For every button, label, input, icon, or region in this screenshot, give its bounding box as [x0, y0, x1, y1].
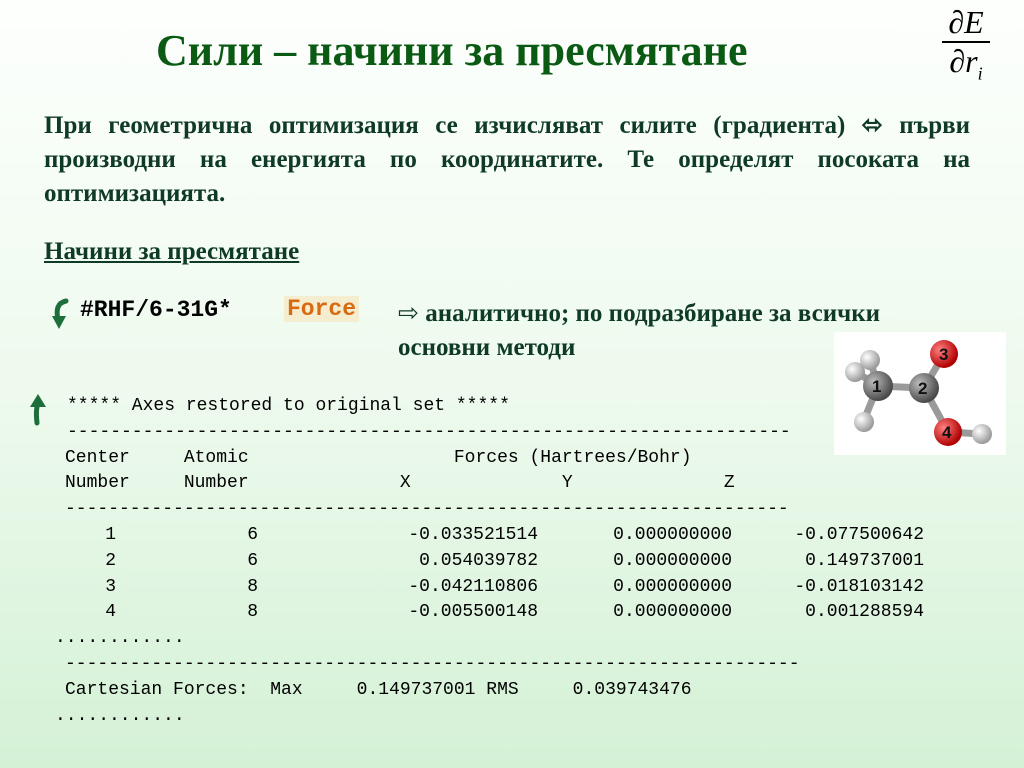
force-row: [52, 549, 924, 575]
atomic-number: 8: [247, 602, 258, 623]
table-header-row-1: Center Atomic Forces (Hartrees/Bohr): [65, 447, 692, 468]
atom-label: 4: [942, 423, 952, 442]
force-y: 0.000000000: [613, 524, 732, 545]
axes-banner: ***** Axes restored to original set *****: [67, 396, 510, 416]
hydrogen-atom: [972, 424, 992, 444]
center-number: 2: [105, 550, 116, 571]
force-row: [52, 523, 924, 549]
separator-line: -------------------------------------------------------------------: [65, 499, 789, 520]
formula-denominator-base: ∂r: [949, 43, 978, 79]
analytic-note-text: аналитично; по подразбиране за всички основни методи: [398, 300, 881, 361]
formula-numerator: ∂E: [948, 4, 984, 40]
table-header-row-2: Number Number X Y Z: [65, 473, 735, 494]
separator-line: --------------------------------------------------------------------: [65, 653, 800, 674]
center-number: 3: [105, 576, 116, 597]
force-y: 0.000000000: [613, 576, 732, 597]
center-number: 1: [105, 524, 116, 545]
force-z: 0.001288594: [805, 602, 924, 623]
methods-subheading: Начини за пресмятане: [44, 238, 300, 265]
separator-line: -------------------------------------------------------------------: [67, 421, 791, 442]
force-z: 0.149737001: [805, 550, 924, 571]
force-z: -0.018103142: [794, 576, 924, 597]
center-number: 4: [105, 602, 116, 623]
force-x: 0.054039782: [419, 550, 538, 571]
force-x: -0.042110806: [408, 576, 538, 597]
force-row: [52, 575, 924, 601]
curved-arrow-up-icon: [26, 392, 52, 426]
slide-title: Сили – начини за пресмятане: [156, 26, 748, 75]
force-keyword: Force: [284, 296, 359, 322]
curved-arrow-down-icon: [49, 298, 75, 332]
force-x: -0.033521514: [408, 524, 538, 545]
atom-label: 3: [939, 345, 949, 364]
intro-paragraph: При геометрична оптимизация се изчисляват силите (градиента) ⬄ първи производни на енергията по координатите. Те определят посоката на оптимизацията.: [44, 112, 970, 207]
atom-label: 1: [872, 377, 882, 396]
ellipsis-dots: ............: [55, 628, 185, 649]
derivative-formula: [938, 6, 994, 82]
atomic-number: 8: [247, 576, 258, 597]
atom-label: 2: [918, 379, 928, 398]
atomic-number: 6: [247, 524, 258, 545]
force-y: 0.000000000: [613, 550, 732, 571]
force-output-block: [52, 394, 924, 729]
force-x: -0.005500148: [408, 602, 538, 623]
force-z: -0.077500642: [794, 524, 924, 545]
formula-denominator: [938, 43, 994, 82]
ellipsis-dots: ............: [55, 705, 185, 726]
force-y: 0.000000000: [613, 602, 732, 623]
formula-subscript: i: [977, 63, 983, 84]
cartesian-forces-summary: Cartesian Forces: Max 0.149737001 RMS 0.039743476: [65, 679, 692, 700]
route-line: #RHF/6-31G*: [80, 297, 232, 323]
atomic-number: 6: [247, 550, 258, 571]
right-arrow-icon: ⇨: [398, 300, 419, 327]
force-row: [52, 600, 924, 626]
hydrogen-atom: [845, 362, 865, 382]
